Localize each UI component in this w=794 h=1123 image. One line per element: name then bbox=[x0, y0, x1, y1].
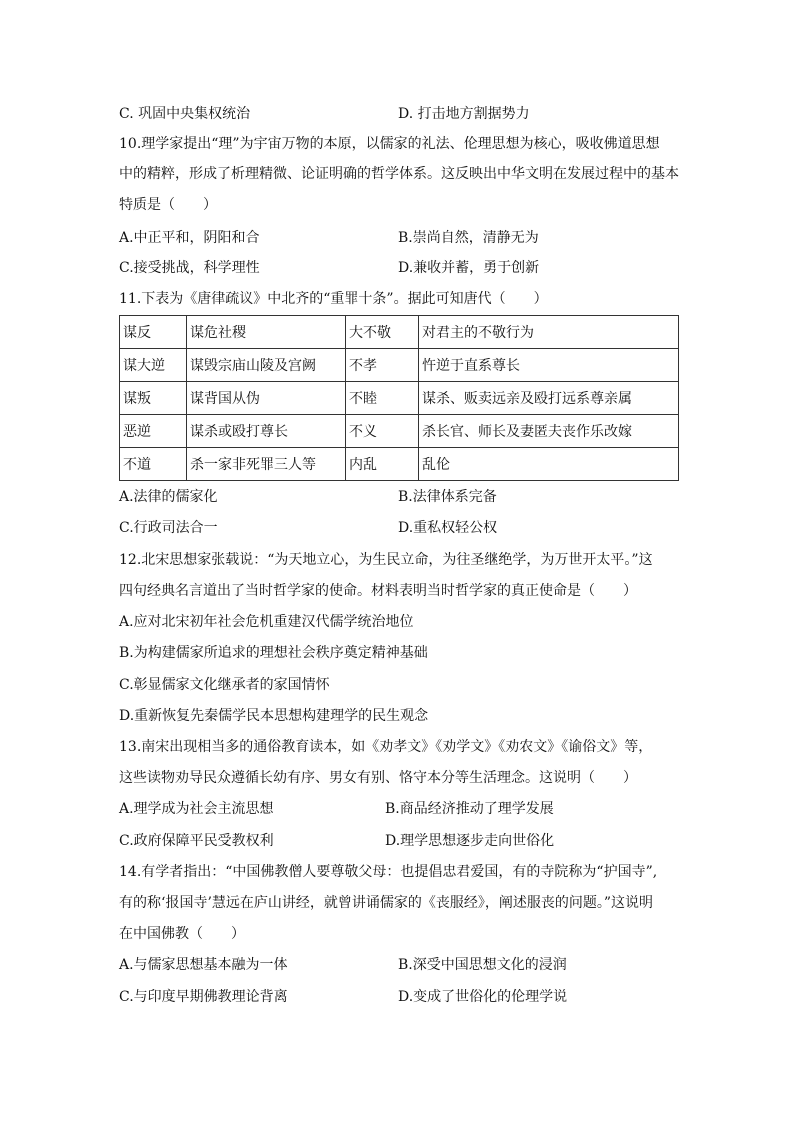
q10-stem-line-1: 10.理学家提出“理”为宇宙万物的本原，以儒家的礼法、伦理思想为核心，吸收佛道思想 bbox=[119, 136, 660, 152]
q12-option-b: B.为构建儒家所追求的理想社会秩序奠定精神基础 bbox=[119, 645, 428, 661]
table-cell: 不睦 bbox=[346, 382, 419, 415]
q9-option-c: C. 巩固中央集权统治 bbox=[119, 106, 251, 122]
q14-stem-line-1: 14.有学者指出：“中国佛教僧人要尊敬父母：也提倡忠君爱国，有的寺院称为“护国寺”, bbox=[119, 864, 658, 880]
table-cell: 乱伦 bbox=[419, 448, 679, 481]
table-cell: 忤逆于直系尊长 bbox=[419, 349, 679, 382]
table-row bbox=[120, 382, 679, 415]
q12-option-d: D.重新恢复先秦儒学民本思想构建理学的民生观念 bbox=[119, 708, 429, 724]
table-cell: 谋杀、贩卖远亲及殴打远系尊亲属 bbox=[419, 382, 679, 415]
table-cell: 杀一家非死罪三人等 bbox=[187, 448, 346, 481]
table-row bbox=[120, 448, 679, 481]
table-row bbox=[120, 415, 679, 448]
q11-option-d: D.重私权轻公权 bbox=[398, 520, 498, 536]
q14-option-b: B.深受中国思想文化的浸润 bbox=[398, 957, 567, 973]
table-cell: 不义 bbox=[346, 415, 419, 448]
crimes-table bbox=[119, 315, 679, 481]
table-cell: 不孝 bbox=[346, 349, 419, 382]
table-cell: 谋杀或殴打尊长 bbox=[187, 415, 346, 448]
q11-option-c: C.行政司法合一 bbox=[119, 520, 218, 536]
table-cell: 杀长官、师长及妻匿夫丧作乐改嫁 bbox=[419, 415, 679, 448]
table-cell: 恶逆 bbox=[120, 415, 187, 448]
table-cell: 谋毁宗庙山陵及宫阙 bbox=[187, 349, 346, 382]
q14-stem-line-2: 有的称‘报国寺’慧远在庐山讲经，就曾讲诵儒家的《丧服经》，阐述服丧的问题。”这说明 bbox=[119, 895, 654, 911]
q13-option-a: A.理学成为社会主流思想 bbox=[119, 801, 274, 817]
table-row bbox=[120, 316, 679, 349]
q14-option-c: C.与印度早期佛教理论背离 bbox=[119, 989, 288, 1005]
q12-stem-line-2: 四句经典名言道出了当时哲学家的使命。材料表明当时哲学家的真正使命是（ ） bbox=[119, 583, 637, 599]
q13-stem-line-1: 13.南宋出现相当多的通俗教育读本，如《劝孝文》《劝学文》《劝农文》《谕俗文》等， bbox=[119, 739, 653, 755]
q10-stem-line-2: 中的精粹，形成了析理精微、论证明确的哲学体系。这反映出中华文明在发展过程中的基本 bbox=[119, 166, 679, 182]
table-row bbox=[120, 349, 679, 382]
table-cell: 谋反 bbox=[120, 316, 187, 349]
q14-stem-line-3: 在中国佛教（ ） bbox=[119, 926, 245, 942]
q12-option-c: C.彰显儒家文化继承者的家国情怀 bbox=[119, 677, 330, 693]
table-cell: 大不敬 bbox=[346, 316, 419, 349]
q9-option-d: D. 打击地方割据势力 bbox=[398, 106, 530, 122]
q14-option-d: D.变成了世俗化的伦理学说 bbox=[398, 989, 568, 1005]
table-cell: 不道 bbox=[120, 448, 187, 481]
q13-stem-line-2: 这些读物劝导民众遵循长幼有序、男女有别、恪守本分等生活理念。这说明（ ） bbox=[119, 770, 637, 786]
table-cell: 谋危社稷 bbox=[187, 316, 346, 349]
q10-option-c: C.接受挑战，科学理性 bbox=[119, 260, 260, 276]
q10-stem-line-3: 特质是（ ） bbox=[119, 197, 217, 213]
table-cell: 谋背国从伪 bbox=[187, 382, 346, 415]
q10-option-d: D.兼收并蓄，勇于创新 bbox=[398, 260, 540, 276]
q11-stem: 11.下表为《唐律疏议》中北齐的“重罪十条”。据此可知唐代（ ） bbox=[119, 291, 548, 307]
q10-option-b: B.崇尚自然，清静无为 bbox=[398, 230, 539, 246]
q10-option-a: A.中正平和，阴阳和合 bbox=[119, 230, 260, 246]
table-cell: 谋叛 bbox=[120, 382, 187, 415]
q13-option-b: B.商品经济推动了理学发展 bbox=[385, 801, 554, 817]
q11-option-a: A.法律的儒家化 bbox=[119, 489, 218, 505]
table-cell: 对君主的不敬行为 bbox=[419, 316, 679, 349]
q12-stem-line-1: 12.北宋思想家张载说：“为天地立心，为生民立命，为往圣继绝学，为万世开太平。”这 bbox=[119, 552, 653, 568]
table-cell: 谋大逆 bbox=[120, 349, 187, 382]
q11-option-b: B.法律体系完备 bbox=[398, 489, 497, 505]
q12-option-a: A.应对北宋初年社会危机重建汉代儒学统治地位 bbox=[119, 614, 414, 630]
q13-option-c: C.政府保障平民受教权利 bbox=[119, 833, 274, 849]
q14-option-a: A.与儒家思想基本融为一体 bbox=[119, 957, 288, 973]
q13-option-d: D.理学思想逐步走向世俗化 bbox=[385, 833, 555, 849]
table-cell: 内乱 bbox=[346, 448, 419, 481]
